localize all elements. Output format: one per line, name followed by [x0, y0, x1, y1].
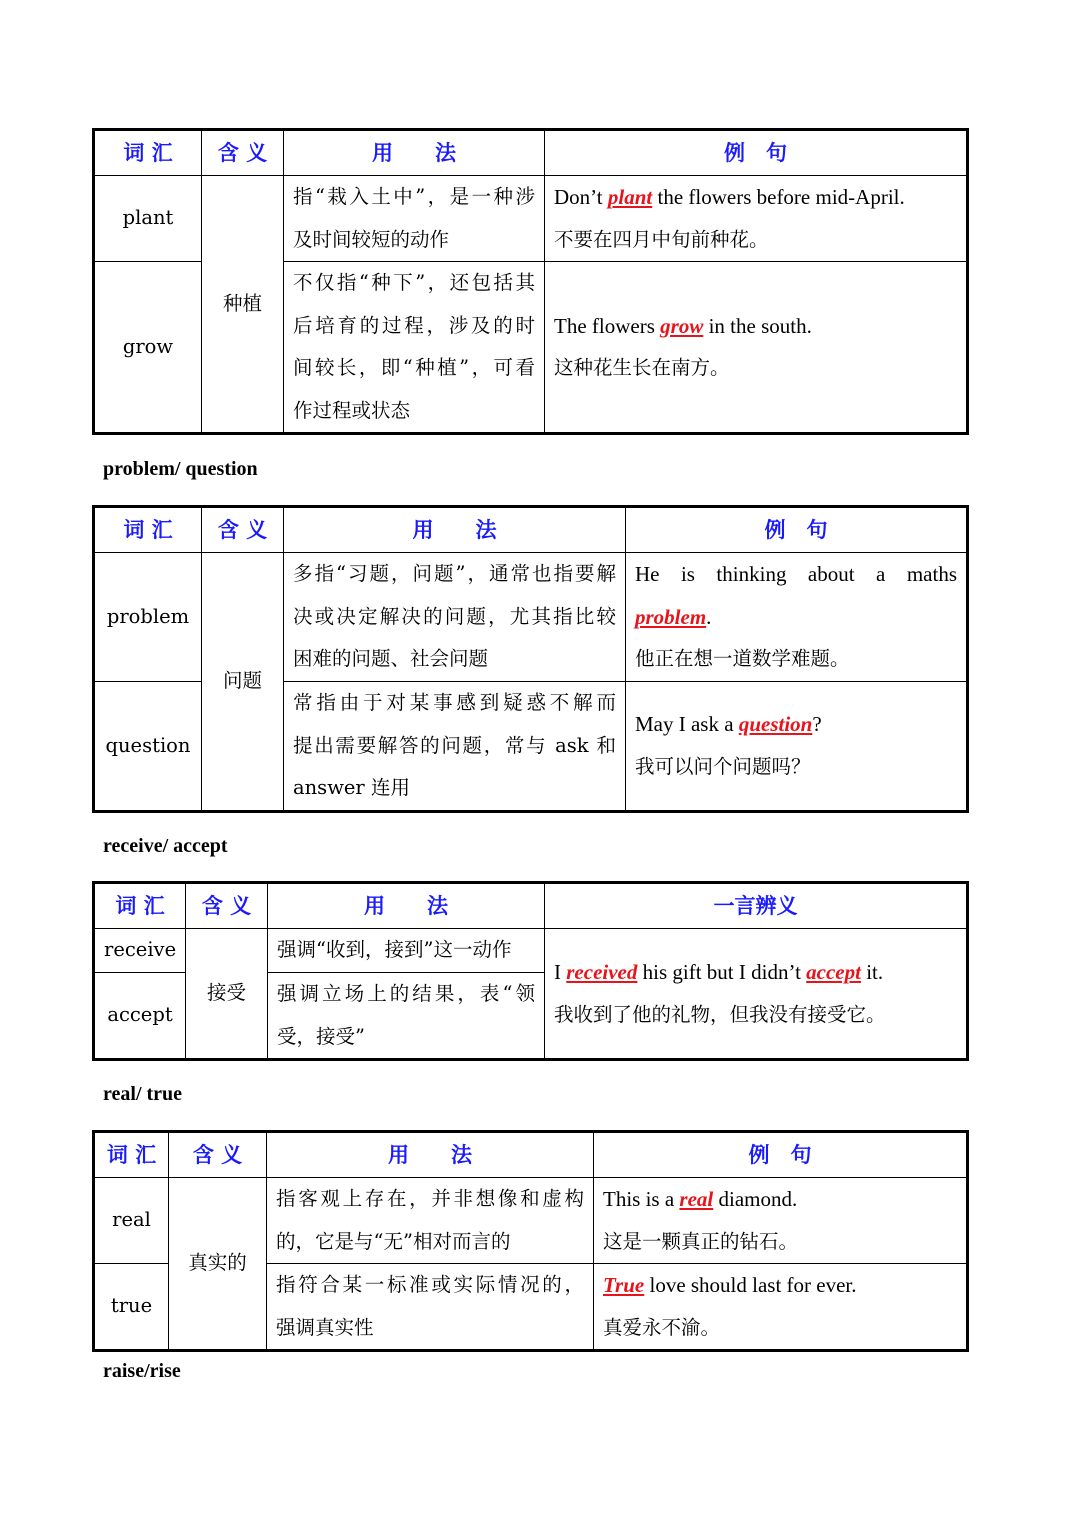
usage-cell: 常指由于对某事感到疑惑不解而 提出需要解答的问题，常与 ask 和 answer 连用 — [284, 682, 626, 812]
word-cell: accept — [94, 973, 186, 1060]
example-cell: He is thinking about a maths problem. 他正在想一道数学难题。 — [626, 553, 968, 682]
keyword-highlight: question — [738, 712, 813, 737]
section-heading: problem/ question — [103, 458, 258, 480]
header-meaning: 含 义 — [202, 507, 284, 553]
header-example: 例 句 — [545, 130, 968, 176]
header-meaning: 含 义 — [169, 1132, 267, 1178]
keyword-highlight: problem — [635, 604, 707, 629]
word-cell: real — [94, 1178, 169, 1264]
vocab-table-receive-accept — [92, 881, 969, 1061]
usage-cell: 强调立场上的结果，表“领 受，接受” — [268, 973, 545, 1060]
word-cell: grow — [94, 262, 202, 434]
example-translation: 真爱永不渝。 — [603, 1315, 721, 1339]
example-translation: 我收到了他的礼物，但我没有接受它。 — [554, 1002, 886, 1026]
table-row — [94, 1178, 968, 1264]
word-cell: receive — [94, 929, 186, 973]
header-summary: 一言辨义 — [545, 883, 968, 929]
table-row — [94, 553, 968, 682]
example-translation: 这是一颗真正的钻石。 — [603, 1229, 799, 1253]
header-example: 例 句 — [594, 1132, 968, 1178]
header-usage: 用 法 — [284, 130, 545, 176]
word-cell: true — [94, 1264, 169, 1351]
usage-cell: 指客观上存在，并非想像和虚构 的，它是与“无”相对而言的 — [267, 1178, 594, 1264]
meaning-cell: 真实的 — [169, 1178, 267, 1351]
header-word: 词 汇 — [94, 130, 202, 176]
header-meaning: 含 义 — [202, 130, 284, 176]
example-translation: 不要在四月中旬前种花。 — [554, 227, 769, 251]
header-word: 词 汇 — [94, 883, 186, 929]
usage-cell: 指符合某一标准或实际情况的， 强调真实性 — [267, 1264, 594, 1351]
keyword-highlight: True — [603, 1273, 645, 1297]
example-translation: 这种花生长在南方。 — [554, 356, 730, 379]
keyword-highlight: accept — [806, 960, 861, 984]
word-cell: question — [94, 682, 202, 812]
example-cell: The flowers grow in the south. 这种花生长在南方。 — [545, 262, 968, 434]
header-word: 词 汇 — [94, 1132, 169, 1178]
meaning-cell: 问题 — [202, 553, 284, 812]
meaning-cell: 接受 — [186, 929, 268, 1060]
table-row — [94, 176, 968, 262]
usage-cell: 多指“习题，问题”，通常也指要解 决或决定解决的问题，尤其指比较 困难的问题、社会问题 — [284, 553, 626, 682]
vocab-table-real-true — [92, 1130, 969, 1352]
vocab-table-plant-grow — [92, 128, 969, 435]
example-cell: True love should last for ever. 真爱永不渝。 — [594, 1264, 968, 1351]
usage-cell: 指“栽入土中”，是一种涉 及时间较短的动作 — [284, 176, 545, 262]
example-translation: 他正在想一道数学难题。 — [635, 647, 850, 671]
keyword-highlight: received — [566, 960, 638, 984]
example-cell: May I ask a question? 我可以问个问题吗？ — [626, 682, 968, 812]
usage-cell: 不仅指“种下”，还包括其 后培育的过程，涉及的时 间较长，即“种植”，可看 作过程或状态 — [284, 262, 545, 434]
example-cell: This is a real diamond. 这是一颗真正的钻石。 — [594, 1178, 968, 1264]
section-heading: real/ true — [103, 1083, 183, 1105]
word-cell: problem — [94, 553, 202, 682]
meaning-cell: 种植 — [202, 176, 284, 434]
word-cell: plant — [94, 176, 202, 262]
section-heading: raise/rise — [103, 1360, 181, 1382]
table-row — [94, 929, 968, 973]
header-meaning: 含 义 — [186, 883, 268, 929]
header-usage: 用 法 — [284, 507, 626, 553]
example-cell: Don’t plant the flowers before mid-April. 不要在四月中旬前种花。 — [545, 176, 968, 262]
example-translation: 我可以问个问题吗？ — [635, 754, 811, 778]
vocab-table-problem-question — [92, 505, 969, 813]
keyword-highlight: plant — [607, 185, 653, 209]
example-cell: I received his gift but I didn’t accept it. 我收到了他的礼物，但我没有接受它。 — [545, 929, 968, 1060]
section-heading: receive/ accept — [103, 835, 228, 857]
header-example: 例 句 — [626, 507, 968, 553]
header-usage: 用 法 — [268, 883, 545, 929]
keyword-highlight: real — [679, 1187, 714, 1211]
header-usage: 用 法 — [267, 1132, 594, 1178]
usage-cell: 强调“收到，接到”这一动作 — [268, 929, 545, 973]
header-word: 词 汇 — [94, 507, 202, 553]
keyword-highlight: grow — [660, 313, 704, 338]
